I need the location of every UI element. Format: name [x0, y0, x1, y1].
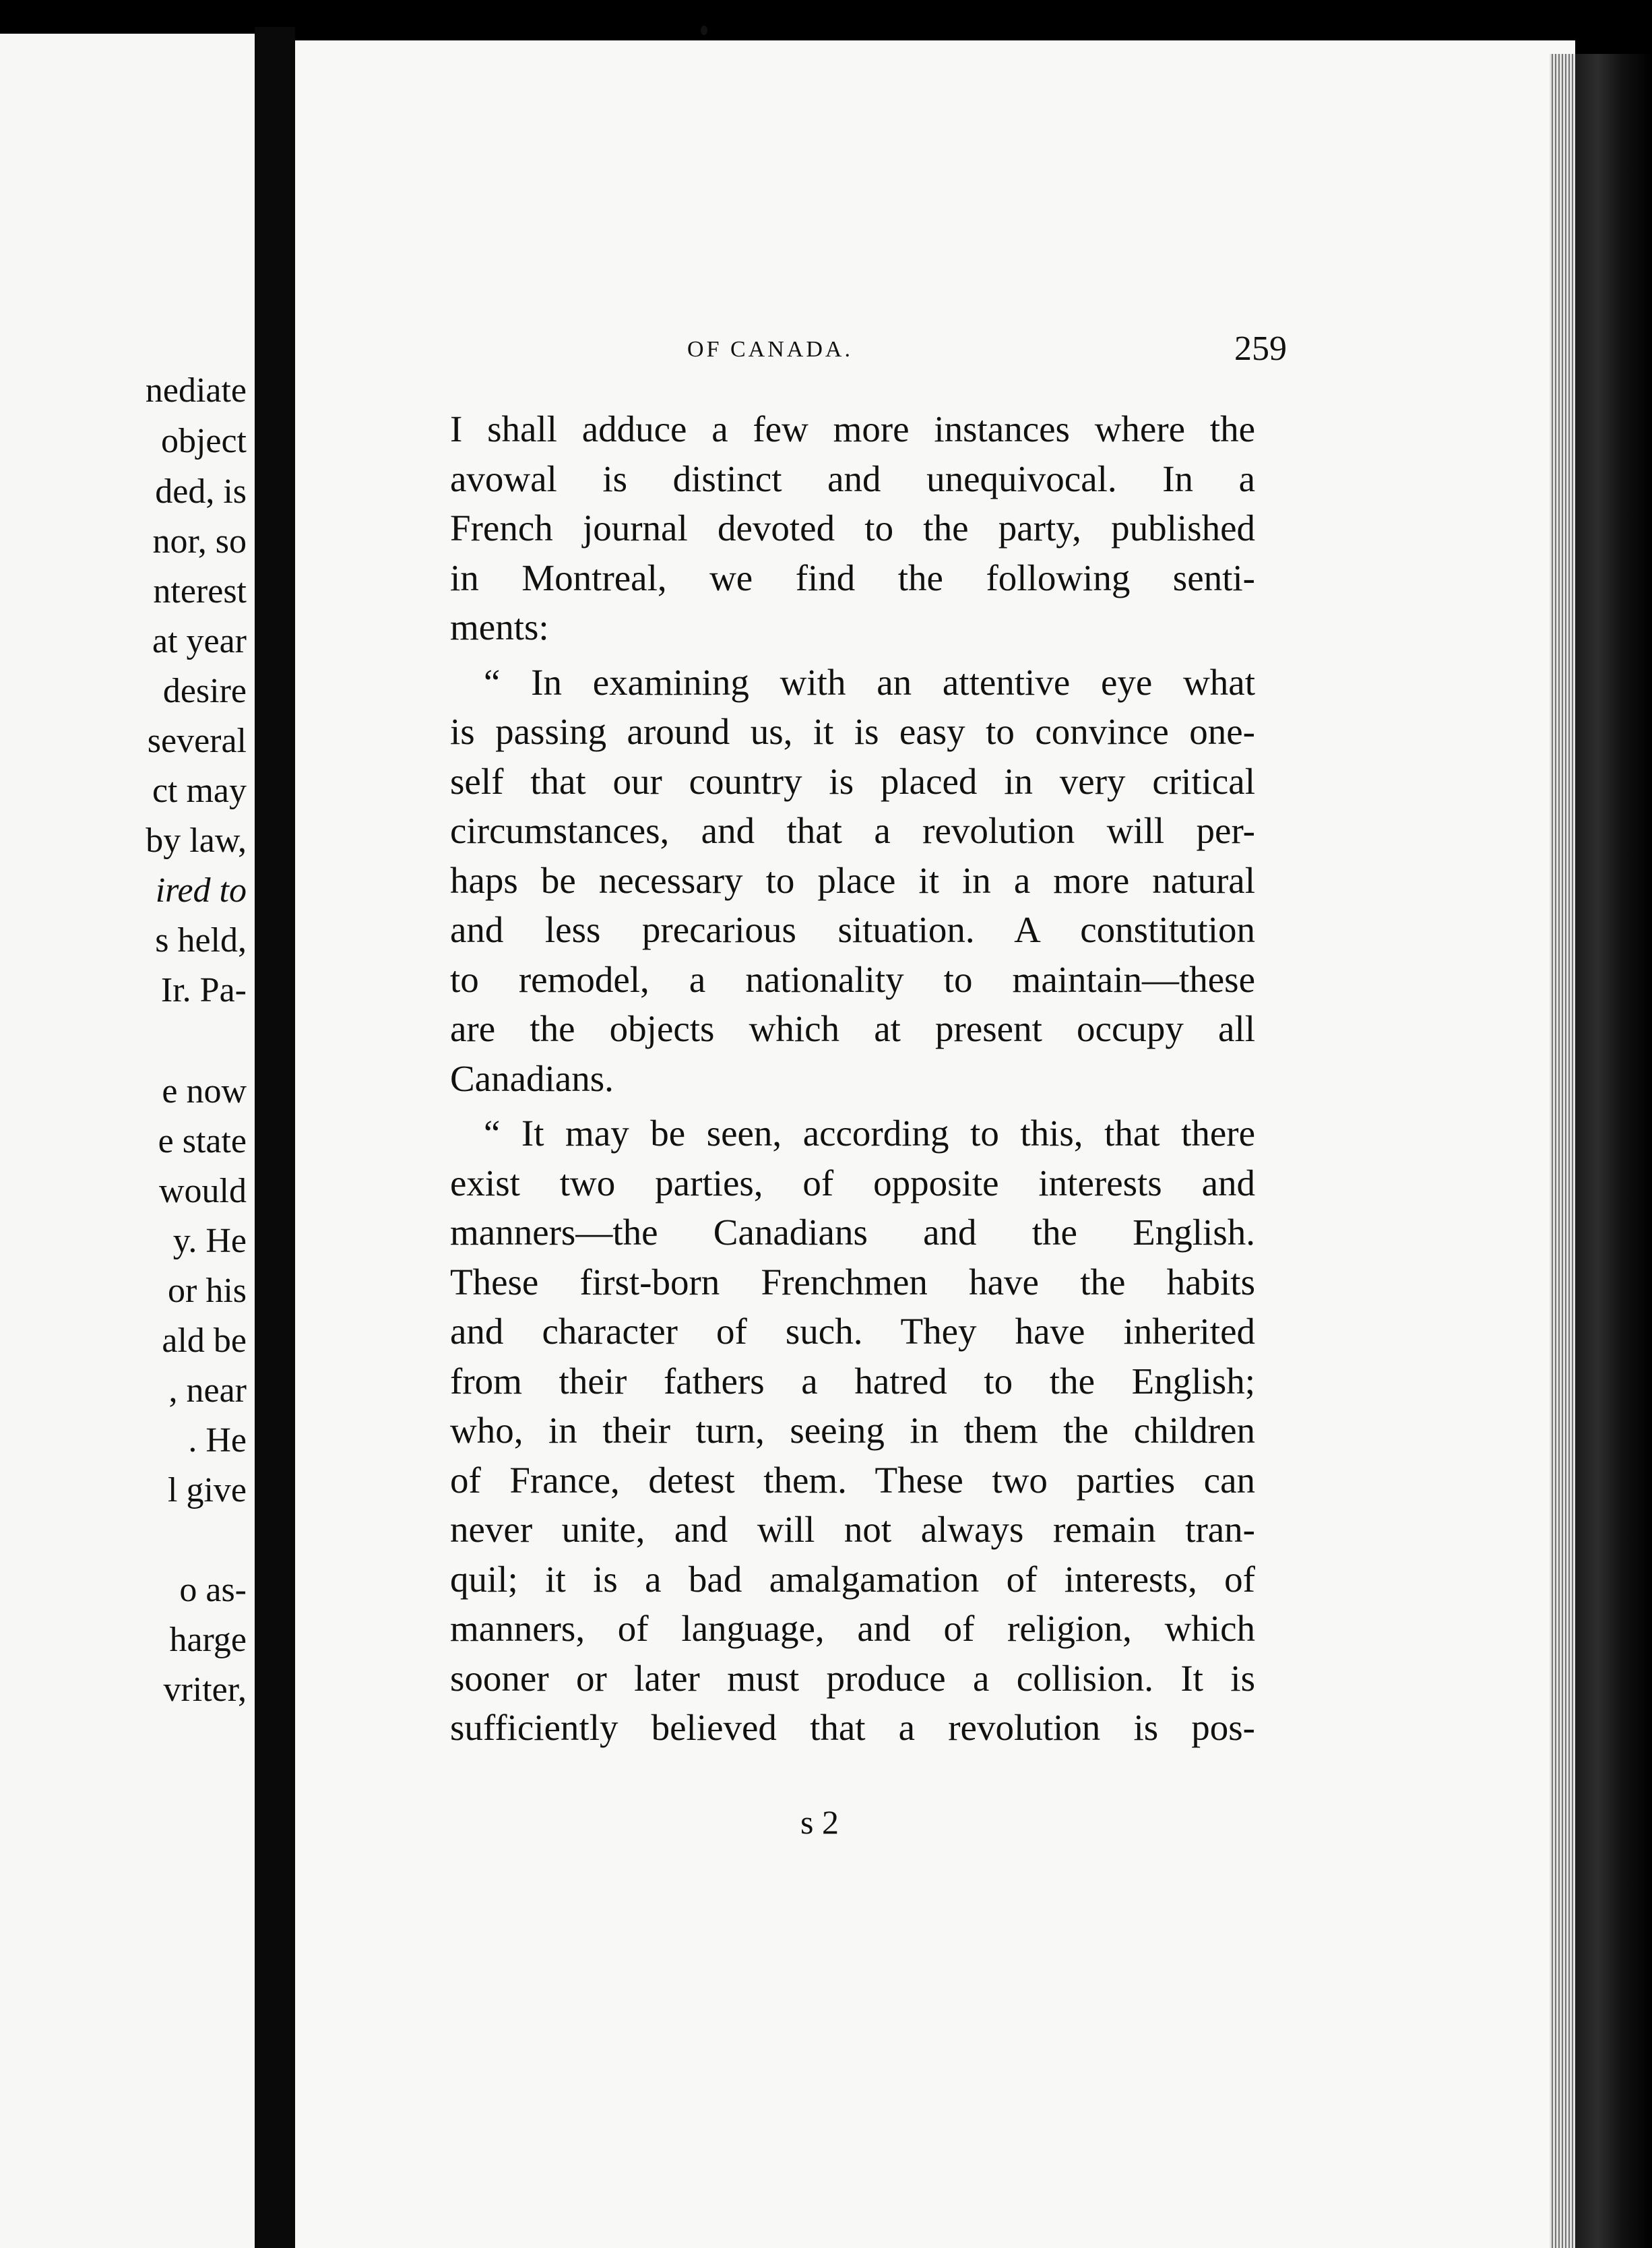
left-page-line: ald be [162, 1321, 247, 1360]
running-head: OF CANADA. [687, 337, 853, 362]
book-edge [1575, 54, 1652, 2248]
text-line: self that our country is placed in very critical [450, 760, 1255, 802]
left-page-line: ded, is [155, 472, 247, 511]
text-line: French journal devoted to the party, published [450, 507, 1255, 549]
left-page-line: harge [169, 1621, 247, 1659]
left-page-line: nediate [145, 371, 247, 410]
text-line: manners—the Canadians and the English. [450, 1212, 1255, 1253]
text-line: to remodel, a nationality to maintain—these [450, 958, 1255, 1000]
text-line: from their fathers a hatred to the English; [450, 1360, 1255, 1402]
left-page-line: , near [168, 1371, 247, 1410]
left-page-line: s held, [155, 921, 247, 960]
text-line: circumstances, and that a revolution will per- [450, 810, 1255, 851]
left-page-line: at year [152, 622, 247, 660]
right-page [295, 40, 1575, 2248]
left-page-line: object [160, 422, 247, 460]
left-page-line: would [159, 1172, 247, 1210]
left-page-line: vriter, [163, 1671, 247, 1709]
left-page-line: . He [188, 1421, 247, 1460]
text-line: I shall adduce a few more instances where the [450, 408, 1255, 449]
text-line: exist two parties, of opposite interests and [450, 1162, 1255, 1204]
left-page-line: e state [158, 1122, 247, 1160]
text-line: These first-born Frenchmen have the habits [450, 1261, 1255, 1303]
text-line: sooner or later must produce a collision. It is [450, 1657, 1255, 1699]
text-line: Canadians. [450, 1057, 614, 1099]
text-line: sufficiently believed that a revolution is pos- [450, 1707, 1255, 1748]
text-line: manners, of language, and of religion, which [450, 1608, 1255, 1649]
text-line: ments: [450, 606, 549, 648]
left-page-line: nterest [153, 572, 247, 611]
text-line: who, in their turn, seeing in them the children [450, 1410, 1255, 1451]
text-line: in Montreal, we find the following senti- [450, 557, 1255, 598]
left-page-line: by law, [146, 821, 247, 860]
left-page-line: ct may [152, 772, 247, 810]
page-edge-lines [1550, 54, 1577, 2248]
left-page-line: e now [162, 1072, 247, 1111]
left-page-line: several [147, 722, 247, 760]
page-number: 259 [1234, 330, 1287, 368]
text-line: quil; it is a bad amalgamation of interests, of [450, 1558, 1255, 1600]
text-line: haps be necessary to place it in a more natural [450, 859, 1255, 901]
text-line: “ It may be seen, according to this, that there [484, 1113, 1255, 1154]
text-line: avowal is distinct and unequivocal. In a [450, 458, 1255, 499]
left-page-line: Ir. Pa- [160, 971, 247, 1009]
signature-mark: s 2 [800, 1803, 839, 1841]
text-line: are the objects which at present occupy all [450, 1008, 1255, 1049]
body-text [450, 404, 1255, 1753]
left-page-line: o as- [179, 1571, 247, 1609]
left-page-line: nor, so [152, 522, 247, 561]
text-line: and less precarious situation. A constitution [450, 909, 1255, 950]
left-page-line: ired to [155, 871, 247, 910]
text-line: and character of such. They have inherited [450, 1311, 1255, 1352]
left-page-line: or his [168, 1272, 247, 1310]
left-page-line: y. He [172, 1222, 247, 1260]
left-page-fragment [0, 34, 255, 2248]
text-line: of France, detest them. These two parties can [450, 1459, 1255, 1501]
text-line: “ In examining with an attentive eye what [484, 661, 1255, 703]
book-gutter [255, 27, 295, 2248]
text-line: is passing around us, it is easy to convince one- [450, 711, 1255, 752]
left-page-line: l give [168, 1471, 247, 1509]
text-line: never unite, and will not always remain tran- [450, 1509, 1255, 1550]
scan-speck [701, 26, 707, 35]
left-page-line: desire [162, 672, 247, 710]
